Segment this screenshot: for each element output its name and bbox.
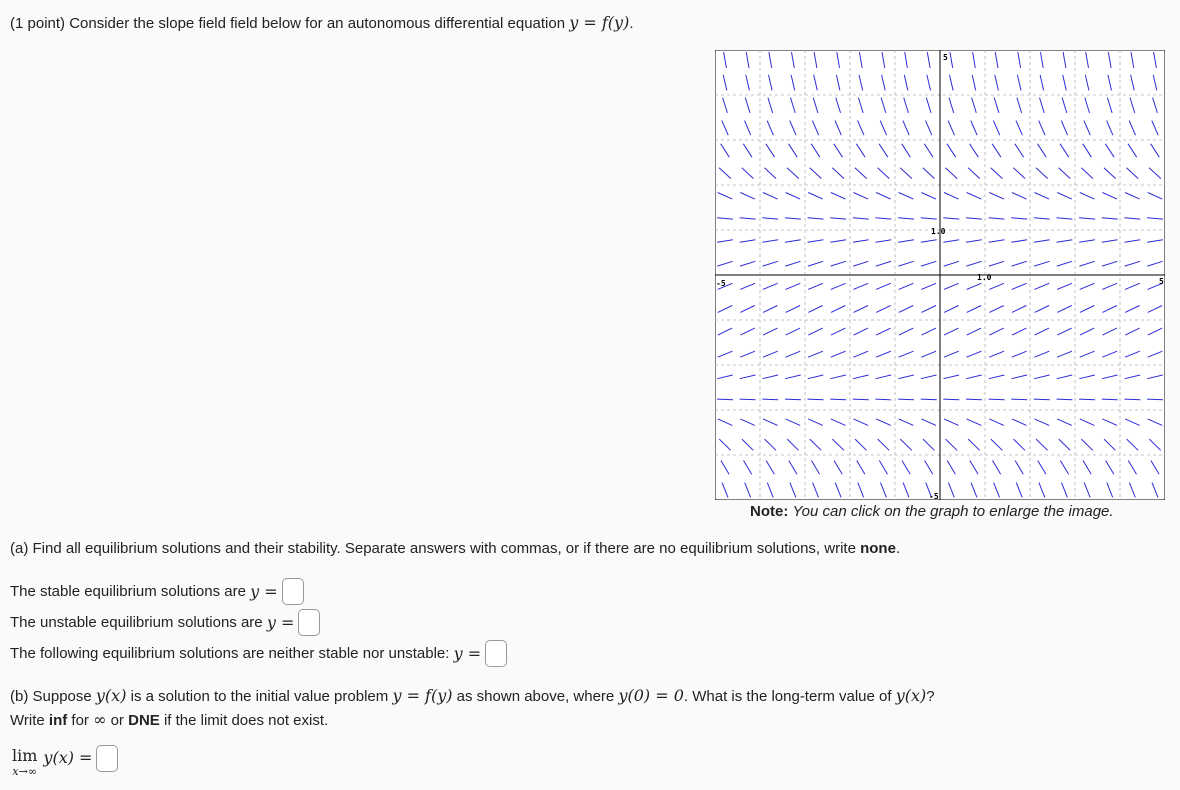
y-tick-label: 1.0 (931, 227, 946, 236)
unstable-row (10, 609, 320, 636)
slope-segment (875, 399, 891, 400)
slope-segment (1079, 399, 1095, 400)
part-a-instructions (10, 540, 900, 557)
part-a-none: none (860, 540, 896, 557)
part-b-text-4: . What is the long-term value of (683, 688, 892, 705)
hint-inf: inf (48, 712, 68, 729)
stable-row (10, 578, 304, 605)
limit-answer-input[interactable] (96, 745, 118, 772)
hint-or: or (110, 712, 124, 729)
slope-segment (808, 399, 824, 400)
infinity-symbol: ∞ (93, 710, 107, 729)
unstable-math: y = (266, 613, 295, 632)
slope-segment (740, 399, 756, 400)
neither-answer-input[interactable] (485, 640, 507, 667)
slope-segment (943, 399, 959, 400)
hint-dne: DNE (128, 712, 160, 729)
slope-segment (966, 399, 982, 400)
hint-rest: if the limit does not exist. (163, 712, 329, 729)
note-text: You can click on the graph to enlarge the image. (792, 503, 1114, 520)
stable-answer-input[interactable] (282, 578, 304, 605)
slope-segment (989, 399, 1005, 400)
slope-segment (1011, 399, 1027, 400)
part-b-math-1: y(x) (95, 686, 127, 705)
slope-segment (1034, 399, 1050, 400)
limit-sub: x→∞ (12, 765, 37, 778)
slope-segment (1147, 399, 1163, 400)
part-b-math-4: y(x) (895, 686, 927, 705)
x-tick-label: 1.0 (977, 273, 992, 282)
slope-segment (853, 399, 869, 400)
part-b-text-2: is a solution to the initial value problem (130, 688, 389, 705)
slope-segment (921, 399, 937, 400)
limit-operator (12, 748, 37, 777)
neither-label: The following equilibrium solutions are neither stable nor unstable: (10, 645, 450, 662)
problem-intro (10, 13, 633, 32)
slope-segment (762, 399, 778, 400)
neither-row (10, 640, 507, 667)
part-b-text-3: as shown above, where (456, 688, 615, 705)
slope-field-graph[interactable] (715, 50, 1165, 500)
intro-equation: y = f(y) (569, 13, 630, 32)
part-b-math-2: y = f(y) (392, 686, 453, 705)
part-b-math-3: y(0) = 0 (618, 686, 684, 705)
part-a-period: . (895, 540, 901, 557)
slope-segment (898, 399, 914, 400)
x-max-label: 5 (1159, 277, 1164, 286)
note-label: Note: (750, 503, 789, 520)
neither-math: y = (453, 644, 482, 663)
part-a-text: (a) Find all equilibrium solutions and their stability. Separate answers with commas, or if there are no equilibrium solutions, write (10, 540, 856, 557)
slope-segment (785, 399, 801, 400)
graph-note (750, 503, 1114, 520)
hint-for: for (71, 712, 89, 729)
slope-segment (1102, 399, 1118, 400)
part-b-question (10, 686, 935, 705)
part-b-text-5: ? (926, 688, 935, 705)
intro-text: (1 point) Consider the slope field field below for an autonomous differential equation (10, 15, 566, 32)
slope-segment (830, 399, 846, 400)
part-b-text-1: (b) Suppose (10, 688, 92, 705)
slope-segment (1124, 399, 1140, 400)
slope-segment (1057, 399, 1073, 400)
limit-lim: lim (12, 746, 38, 765)
y-min-label: -5 (929, 492, 939, 500)
limit-expression: y(x) = (43, 748, 93, 767)
unstable-label: The unstable equilibrium solutions are (10, 614, 263, 631)
hint-write: Write (10, 712, 45, 729)
intro-period: . (629, 15, 634, 32)
stable-math: y = (250, 582, 278, 601)
unstable-answer-input[interactable] (298, 609, 320, 636)
y-max-label: 5 (943, 53, 948, 62)
slope-segment (717, 399, 733, 400)
x-min-label: -5 (716, 279, 726, 288)
part-b-hint (10, 710, 328, 729)
stable-label: The stable equilibrium solutions are (10, 583, 246, 600)
limit-row (12, 748, 118, 777)
